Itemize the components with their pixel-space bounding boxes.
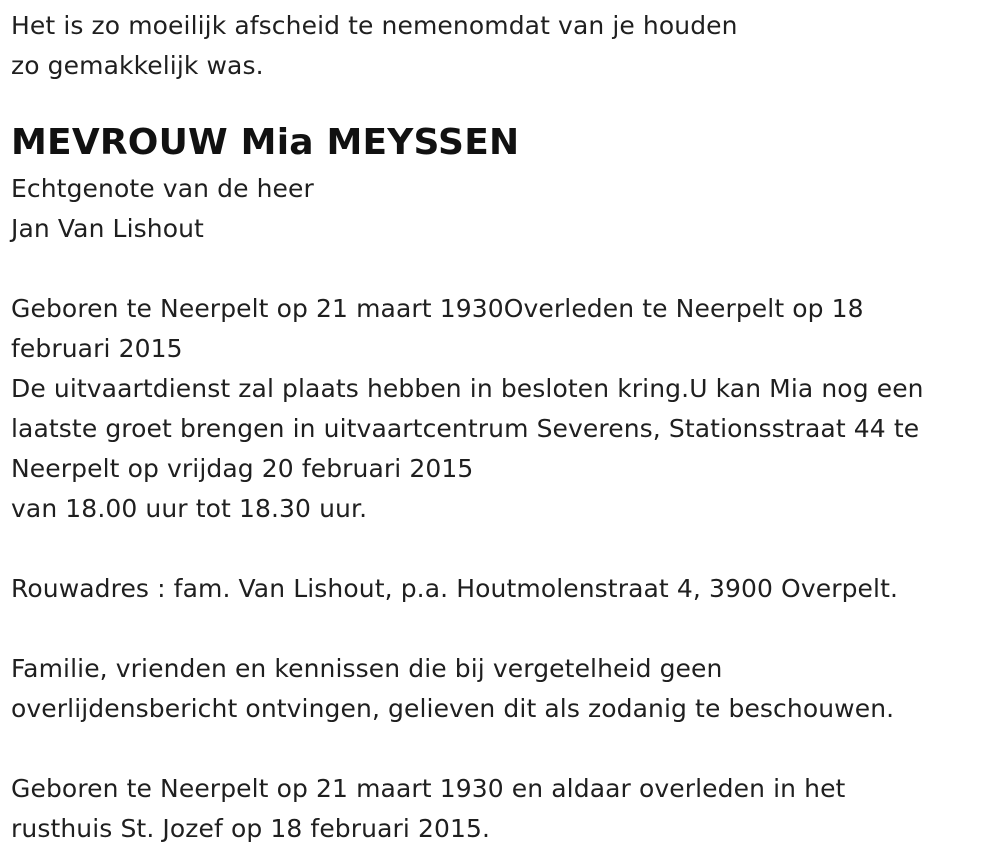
spouse-line: Echtgenote van de heer: [11, 174, 314, 203]
spouse-block: [11, 169, 996, 249]
details-line: laatste groet brengen in uitvaartcentrum Severens, Stationsstraat 44 te: [11, 414, 920, 443]
notice-line: Familie, vrienden en kennissen die bij vergetelheid geen: [11, 654, 723, 683]
quote-block: [11, 6, 996, 86]
notice-block: [11, 649, 996, 729]
mourning-address: Rouwadres : fam. Van Lishout, p.a. Houtmolenstraat 4, 3900 Overpelt.: [11, 574, 899, 603]
spouse-line: Jan Van Lishout: [11, 214, 204, 243]
details-line: februari 2015: [11, 334, 183, 363]
details-block: [11, 289, 996, 529]
spacer: [11, 609, 996, 649]
notice-line: overlijdensbericht ontvingen, gelieven dit als zodanig te beschouwen.: [11, 694, 895, 723]
address-block: [11, 569, 996, 609]
spacer: [11, 729, 996, 769]
closing-line: Geboren te Neerpelt op 21 maart 1930 en aldaar overleden in het: [11, 774, 846, 803]
quote-line: Het is zo moeilijk afscheid te nemenomdat van je houden: [11, 11, 738, 40]
details-line: van 18.00 uur tot 18.30 uur.: [11, 494, 368, 523]
closing-block: [11, 769, 996, 849]
details-line: Neerpelt op vrijdag 20 februari 2015: [11, 454, 474, 483]
obituary-document: [11, 6, 996, 849]
deceased-name: MEVROUW Mia MEYSSEN: [11, 122, 520, 163]
spacer: [11, 249, 996, 289]
quote-line: zo gemakkelijk was.: [11, 51, 264, 80]
details-line: Geboren te Neerpelt op 21 maart 1930Overleden te Neerpelt op 18: [11, 294, 864, 323]
spacer: [11, 529, 996, 569]
details-line: De uitvaartdienst zal plaats hebben in besloten kring.U kan Mia nog een: [11, 374, 924, 403]
closing-line: rusthuis St. Jozef op 18 februari 2015.: [11, 814, 491, 843]
